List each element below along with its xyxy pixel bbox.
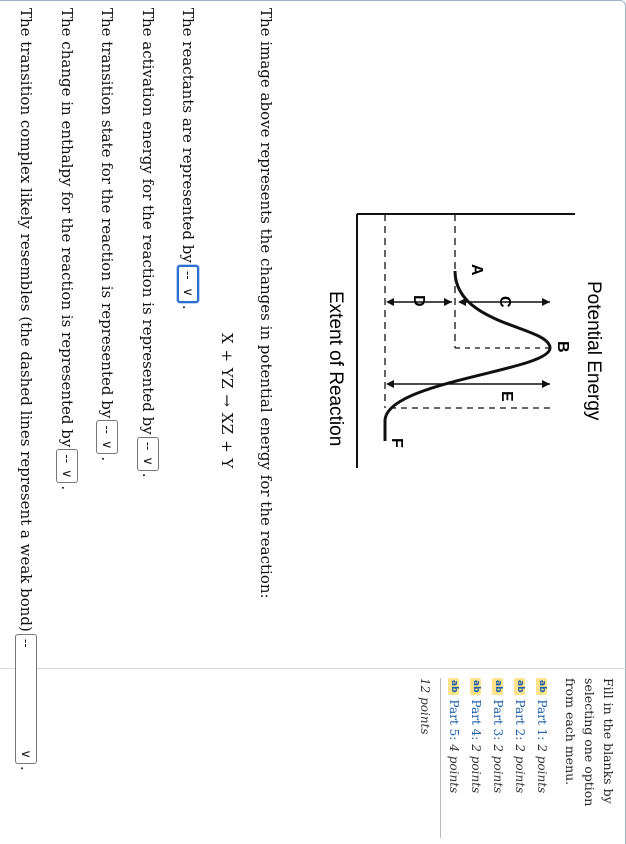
fill-blank-icon: ab	[471, 680, 482, 693]
line-end: .	[179, 304, 197, 310]
dropdown-value: --	[100, 425, 114, 434]
part-points: 2 points	[513, 744, 527, 794]
question-line-3	[96, 8, 118, 461]
question-line-1	[177, 8, 199, 310]
total-points: 12 points	[418, 678, 432, 735]
label-c: C	[496, 296, 513, 308]
arrow-head	[444, 298, 452, 306]
label-b: B	[554, 341, 571, 353]
dropdown-value: --	[141, 441, 155, 451]
question-line-5	[15, 8, 37, 771]
line-text: The reactants are represented by	[179, 8, 197, 263]
chevron-down-icon: ∨	[59, 469, 75, 479]
line-text: The activation energy for the reaction is represented by	[139, 8, 157, 435]
energy-diagram	[325, 176, 610, 476]
dropdown-value: --	[19, 638, 33, 648]
line-end: .	[58, 485, 76, 491]
part-points: 2 points	[535, 744, 549, 794]
arrow-head	[542, 380, 550, 388]
arrow-head	[386, 298, 394, 306]
chevron-down-icon: ∨	[180, 287, 196, 297]
part-item-1[interactable]	[531, 678, 553, 838]
part-name: Part 3:	[491, 699, 505, 741]
part-points: 2 points	[469, 744, 483, 794]
transition-state-dropdown[interactable]	[96, 420, 118, 454]
fill-blank-icon: ab	[515, 680, 526, 693]
label-d: D	[410, 295, 427, 307]
chevron-down-icon: ∨	[140, 456, 156, 466]
part-item-4[interactable]	[465, 678, 487, 838]
chevron-down-icon: ∨	[18, 749, 34, 759]
reaction-equation: X + YZ → XZ + Y	[218, 333, 236, 469]
arrow-head	[386, 380, 394, 388]
part-item-3[interactable]	[487, 678, 509, 838]
part-points: 4 points	[447, 744, 461, 794]
label-a: A	[468, 264, 485, 276]
sidebar-divider	[0, 668, 626, 669]
line-end: .	[139, 472, 157, 478]
fill-blank-icon: ab	[449, 680, 460, 693]
line-end: .	[98, 456, 116, 462]
sidebar-instructions: Fill in the blanks by selecting one option from each menu.	[563, 678, 616, 807]
reactants-dropdown[interactable]	[177, 265, 199, 303]
arrow-head	[542, 298, 550, 306]
x-axis-label: Extent of Reaction	[325, 291, 346, 447]
part-name: Part 2:	[513, 699, 527, 741]
part-name: Part 5:	[447, 699, 461, 741]
enthalpy-dropdown[interactable]	[56, 449, 78, 483]
part-points: 2 points	[491, 744, 505, 794]
part-item-2[interactable]	[509, 678, 531, 838]
line-end: .	[17, 765, 35, 771]
question-line-2	[137, 8, 159, 477]
parts-list	[440, 678, 553, 838]
chevron-down-icon: ∨	[99, 439, 115, 450]
line-text: The change in enthalpy for the reaction is represented by	[58, 8, 76, 448]
part-name: Part 1:	[535, 699, 549, 741]
fill-blank-icon: ab	[493, 680, 504, 693]
dropdown-value: --	[60, 454, 74, 464]
label-f: F	[388, 438, 405, 448]
line-text: The transition complex likely resembles (the dashed lines represent a weak bond)	[17, 8, 35, 632]
question-line-4	[56, 8, 78, 490]
dropdown-value: --	[181, 270, 195, 280]
activation-energy-dropdown[interactable]	[137, 437, 159, 471]
label-e: E	[498, 391, 515, 402]
question-intro: The image above represents the changes in potential energy for the reaction:	[257, 8, 275, 599]
transition-complex-dropdown[interactable]	[15, 634, 37, 764]
y-axis-label: Potential Energy	[583, 281, 604, 421]
sidebar	[418, 678, 618, 838]
part-name: Part 4:	[469, 699, 483, 741]
line-text: The transition state for the reaction is represented by	[98, 8, 116, 419]
arrow-head	[458, 298, 466, 306]
part-item-5[interactable]	[443, 678, 465, 838]
fill-blank-icon: ab	[537, 680, 548, 693]
